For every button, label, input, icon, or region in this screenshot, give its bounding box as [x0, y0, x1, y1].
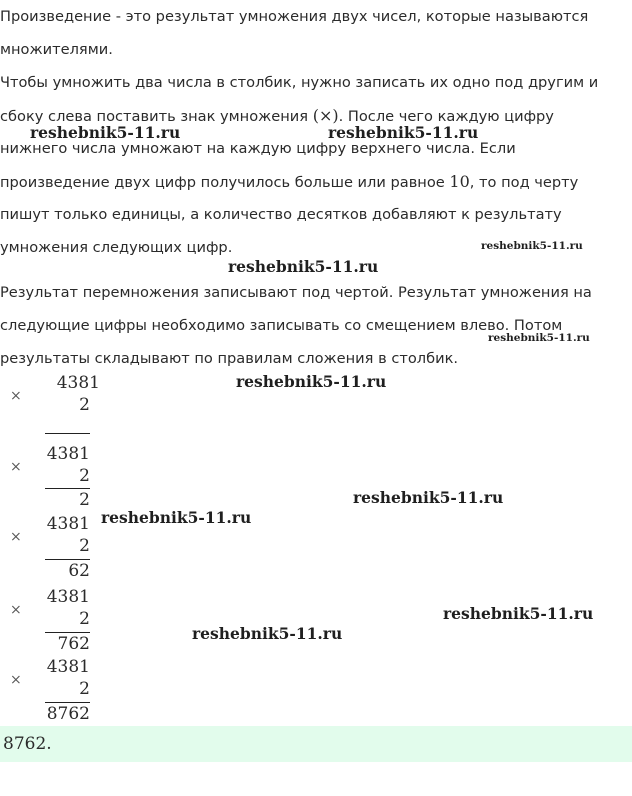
multiplier: 2: [79, 395, 90, 415]
multiplicand: 4381: [46, 587, 90, 607]
watermark: reshebnik5-11.ru: [192, 624, 343, 643]
multiply-sign: ×: [10, 459, 22, 475]
paragraph-line: Чтобы умножить два числа в столбик, нужно записать их одно под другим и: [0, 74, 599, 91]
paragraph-line: Произведение - это результат умножения двух чисел, которые называются: [0, 8, 589, 25]
multiplication-step: [0, 586, 100, 656]
text-fragment: , то под черту: [469, 174, 579, 191]
paragraph-line: нижнего числа умножают на каждую цифру верхнего числа. Если: [0, 140, 516, 157]
paragraph-line: умножения следующих цифр.: [0, 239, 233, 256]
text-fragment: сбоку слева поставить знак умножения: [0, 108, 313, 125]
multiplication-step: [0, 656, 100, 726]
paragraph-line: результаты складывают по правилам сложения в столбик.: [0, 350, 459, 367]
watermark: reshebnik5-11.ru: [481, 240, 583, 252]
multiplicand: 4381: [46, 657, 90, 677]
math-number: 10: [449, 172, 470, 191]
watermark: reshebnik5-11.ru: [101, 508, 252, 527]
step-result: 62: [68, 561, 90, 581]
multiplication-step: [0, 443, 100, 513]
multiply-sign: ×: [10, 602, 22, 618]
watermark: reshebnik5-11.ru: [488, 332, 590, 344]
watermark: reshebnik5-11.ru: [443, 604, 594, 623]
paragraph-line: [0, 165, 625, 199]
paragraph-line: следующие цифры необходимо записывать со смещением влево. Потом: [0, 317, 563, 334]
multiplicand: 4381: [56, 373, 100, 393]
watermark: reshebnik5-11.ru: [353, 488, 504, 507]
text-fragment: произведение двух цифр получилось больше или равное: [0, 174, 450, 191]
step-result: 762: [57, 634, 90, 654]
paragraph-line: пишут только единицы, а количество десятков добавляют к результату: [0, 206, 562, 223]
multiplier: 2: [79, 609, 90, 629]
multiplier: 2: [79, 679, 90, 699]
paragraph-line: множителями.: [0, 41, 113, 58]
watermark: reshebnik5-11.ru: [30, 123, 181, 142]
multiplicand: 4381: [46, 444, 90, 464]
multiplicand: 4381: [46, 514, 90, 534]
multiply-sign: ×: [10, 529, 22, 545]
watermark: reshebnik5-11.ru: [236, 372, 387, 391]
paragraph-line: Результат перемножения записывают под чертой. Результат умножения на: [0, 284, 592, 301]
multiply-sign: ×: [10, 388, 22, 404]
multiply-sign: ×: [10, 672, 22, 688]
watermark: reshebnik5-11.ru: [328, 123, 479, 142]
watermark: reshebnik5-11.ru: [228, 257, 379, 276]
result-rule: [45, 433, 90, 434]
multiplication-step: [0, 372, 100, 442]
step-result: 8762: [46, 704, 90, 724]
multiplication-sign: (×): [312, 106, 339, 125]
step-result: 2: [79, 490, 90, 510]
answer-box: [0, 726, 632, 762]
text-fragment: . После чего каждую цифру: [338, 108, 554, 125]
multiplier: 2: [79, 536, 90, 556]
multiplier: 2: [79, 466, 90, 486]
answer-value: 8762.: [3, 734, 52, 754]
multiplication-step: [0, 513, 100, 583]
